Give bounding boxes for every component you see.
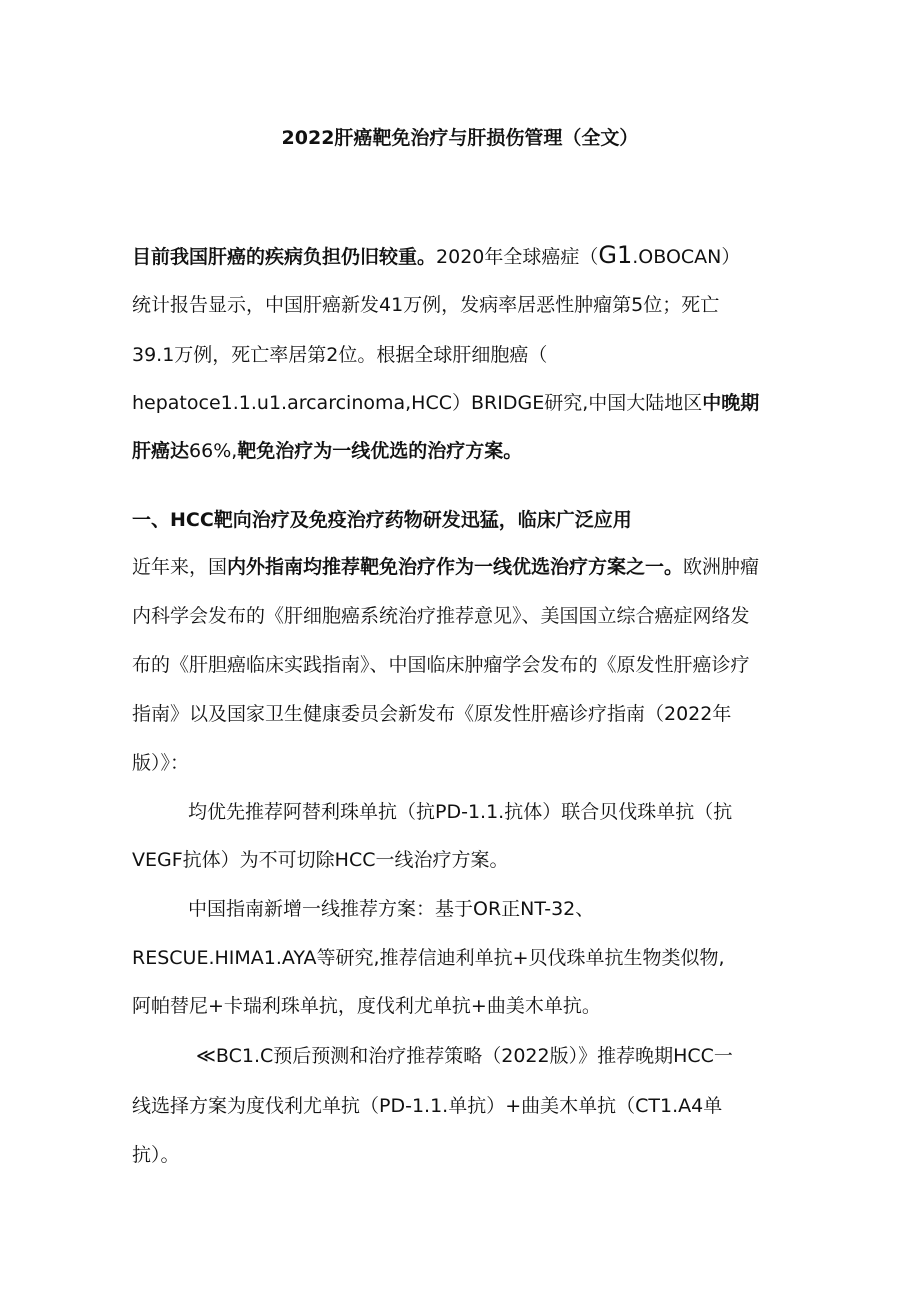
paragraph-4-line-3: 阿帕替尼+卡瑞利珠单抗，度伐利尤单抗+曲美木单抗。 <box>132 995 601 1017</box>
p1-line5-bold-2: 靶免治疗为一线优选的治疗方案。 <box>237 440 523 462</box>
paragraph-2-line-4: 指南》以及国家卫生健康委员会新发布《原发性肝癌诊疗指南（2022年 <box>132 703 732 725</box>
paragraph-2-line-2: 内科学会发布的《肝细胞癌系统治疗推荐意见》、美国国立综合癌症网络发 <box>132 605 750 627</box>
paragraph-5-line-3: 抗）。 <box>132 1144 180 1166</box>
paragraph-5-line-1: ≪BC1.C预后预测和治疗推荐策略（2022版）》推荐晚期HCC一 <box>196 1045 733 1067</box>
p2-line1-text: 近年来，国 <box>132 556 228 578</box>
p1-line4-bold: 中晚期 <box>702 392 760 414</box>
paragraph-1-line-2: 统计报告显示，中国肝癌新发41万例，发病率居恶性肿瘤第5位；死亡 <box>132 294 720 316</box>
paragraph-2-line-3: 布的《肝胆癌临床实践指南》、中国临床肿瘤学会发布的《原发性肝癌诊疗 <box>132 654 750 676</box>
paragraph-2-line-5: 版）》： <box>132 752 190 774</box>
paragraph-5-line-2: 线选择方案为度伐利尤单抗（PD-1.1.单抗）+曲美木单抗（CT1.A4单 <box>132 1095 723 1117</box>
p1-large-text: G1 <box>598 241 633 269</box>
paragraph-1-line-1 <box>132 243 740 269</box>
paragraph-4-line-2: RESCUE.HIMA1.AYA等研究,推荐信迪利单抗+贝伐珠单抗生物类似物, <box>132 947 725 969</box>
paragraph-4-line-1: 中国指南新增一线推荐方案：基于OR正NT-32、 <box>188 898 595 920</box>
paragraph-3-line-1: 均优先推荐阿替利珠单抗（抗PD-1.1.抗体）联合贝伐珠单抗（抗 <box>188 801 733 823</box>
p1-text-tail: .OBOCAN） <box>632 246 741 268</box>
paragraph-1-line-3: 39.1万例，死亡率居第2位。根据全球肝细胞癌（ <box>132 344 548 366</box>
paragraph-1-line-4 <box>132 391 759 415</box>
p1-text: 2020年全球癌症（ <box>436 246 599 268</box>
p1-line5-text: 66%, <box>189 440 238 462</box>
p2-line1-tail: 欧洲肿瘤 <box>683 556 760 578</box>
paragraph-3-line-2: VEGF抗体）为不可切除HCC一线治疗方案。 <box>132 849 509 871</box>
p1-line4-text: hepatoce1.1.u1.arcarcinoma,HCC）BRIDGE研究,中国大陆地区 <box>132 392 703 414</box>
paragraph-1-line-5 <box>132 439 522 463</box>
p1-bold-lead: 目前我国肝癌的疾病负担仍旧较重。 <box>132 246 437 268</box>
section-heading-1: 一、HCC靶向治疗及免疫治疗药物研发迅猛，临床广泛应用 <box>132 509 632 531</box>
p1-line5-bold-1: 肝癌达 <box>132 440 190 462</box>
paragraph-2-line-1 <box>132 555 759 579</box>
p2-line1-bold: 内外指南均推荐靶免治疗作为一线优选治疗方案之一。 <box>227 556 684 578</box>
document-title: 2022肝癌靶免治疗与肝损伤管理（全文） <box>281 127 639 149</box>
